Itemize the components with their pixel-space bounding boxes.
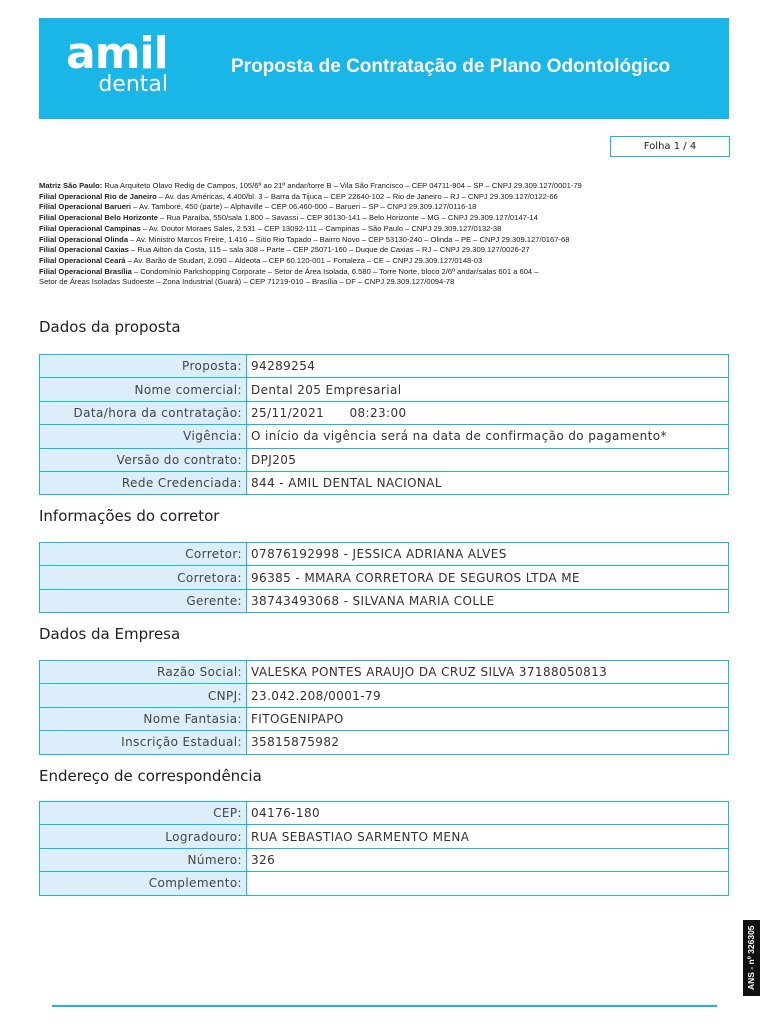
address-text: – Av. Doutor Moraes Sales, 2.531 – CEP 13092-111 – Campinas – São Paulo – CNPJ 29.309.127/0132-38 — [140, 223, 502, 233]
address-text: – Av. Barão de Studart, 2.090 – Aldeota – CEP 60.120-001 – Fortaleza – CE – CNPJ 29.309.127/0148-03 — [125, 255, 483, 265]
field-label: Rede Credenciada: — [40, 471, 247, 494]
field-label: Data/hora da contratação: — [40, 401, 247, 424]
table-row — [40, 566, 729, 589]
page-title: Proposta de Contratação de Plano Odontológico — [231, 56, 671, 77]
address-text: – Av. das Américas, 4.400/bl. 3 – Barra da Tijuca – CEP 22640-102 – Rio de Janeiro – RJ – CNPJ 29.309.127/0122-66 — [156, 191, 558, 201]
field-label: Versão do contrato: — [40, 448, 247, 471]
field-value: DPJ205 — [247, 448, 729, 471]
address-line — [39, 213, 729, 224]
address-text: – Av. Ministro Marcos Freire, 1.416 – Sítio Rio Tapado – Bairro Novo – CEP 53130-240 – Olinda – PE – CNPJ 29.309.127/0167-68 — [128, 234, 570, 244]
field-value: 38743493068 - SILVANA MARIA COLLE — [247, 589, 729, 612]
field-value: 04176-180 — [247, 802, 729, 825]
field-value — [247, 872, 729, 895]
address-label: Filial Operacional Olinda — [39, 234, 129, 244]
section-title-corretor: Informações do corretor — [39, 507, 220, 525]
address-text: – Rua Ailton da Costa, 115 – sala 308 – Parte – CEP 25071-160 – Duque de Caxias – RJ – CNPJ 29.309.127/0026-27 — [128, 245, 530, 255]
address-label: Filial Operacional Campinas — [39, 223, 141, 233]
logo-main-text: amil — [66, 28, 168, 79]
address-line — [39, 277, 729, 288]
table-row — [40, 589, 729, 612]
address-text: – Condomínio Parkshopping Corporate – Setor de Área Isolada, 6.580 – Torre Norte, bloco 2/6º andar/salas 601 a 604 – — [131, 266, 539, 276]
address-line — [39, 192, 729, 203]
table-row — [40, 471, 729, 494]
addresses-block — [39, 181, 729, 288]
logo-sub-text: dental — [98, 72, 168, 97]
field-value: 96385 - MMARA CORRETORA DE SEGUROS LTDA ME — [247, 566, 729, 589]
field-value: 25/11/2021 08:23:00 — [247, 401, 729, 424]
field-value: 35815875982 — [247, 731, 729, 754]
address-text: Setor de Áreas Isoladas Sudoeste – Zona Industrial (Guará) – CEP 71219-010 – Brasília – DF – CNPJ 29.309.127/0094-78 — [39, 277, 455, 287]
table-row — [40, 448, 729, 471]
address-label: Filial Operacional Belo Horizonte — [39, 213, 158, 223]
field-label: Nome comercial: — [40, 378, 247, 401]
table-row — [40, 872, 729, 895]
field-value: Dental 205 Empresarial — [247, 378, 729, 401]
address-label: Filial Operacional Caxias — [39, 245, 129, 255]
address-label: Filial Operacional Rio de Janeiro — [39, 191, 157, 201]
section-title-empresa: Dados da Empresa — [39, 625, 181, 643]
empresa-table — [39, 660, 729, 755]
address-label: Matriz São Paulo: — [39, 181, 103, 190]
field-value: O início da vigência será na data de confirmação do pagamento* — [247, 425, 729, 448]
field-value: 94289254 — [247, 355, 729, 378]
field-label: Razão Social: — [40, 661, 247, 684]
table-row — [40, 378, 729, 401]
address-label: Filial Operacional Brasília — [39, 266, 132, 276]
field-label: Corretor: — [40, 543, 247, 566]
table-row — [40, 425, 729, 448]
amil-dental-logo — [66, 28, 176, 97]
corretor-table — [39, 542, 729, 613]
table-row — [40, 543, 729, 566]
address-text: – Av. Tamboré, 450 (parte) – Alphaville – CEP 06.460-000 – Barueri – SP – CNPJ 29.309.127/0116-18 — [131, 202, 477, 212]
table-row — [40, 401, 729, 424]
address-line — [39, 245, 729, 256]
field-value: 23.042.208/0001-79 — [247, 684, 729, 707]
table-row — [40, 731, 729, 754]
proposta-table — [39, 354, 729, 495]
field-label: Nome Fantasia: — [40, 707, 247, 730]
address-line — [39, 235, 729, 246]
field-label: CNPJ: — [40, 684, 247, 707]
table-row — [40, 661, 729, 684]
field-label: CEP: — [40, 802, 247, 825]
field-label: Corretora: — [40, 566, 247, 589]
address-label: Filial Operacional Barueri — [39, 202, 132, 212]
field-label: Número: — [40, 848, 247, 871]
field-value: FITOGENIPAPO — [247, 707, 729, 730]
field-value: 326 — [247, 848, 729, 871]
field-value: 844 - AMIL DENTAL NACIONAL — [247, 471, 729, 494]
table-row — [40, 825, 729, 848]
field-value: VALESKA PONTES ARAUJO DA CRUZ SILVA 37188050813 — [247, 661, 729, 684]
field-value: 07876192998 - JESSICA ADRIANA ALVES — [247, 543, 729, 566]
field-label: Gerente: — [40, 589, 247, 612]
page-counter: Folha 1 / 4 — [610, 136, 730, 157]
header-banner — [39, 18, 729, 119]
address-text: – Rua Paraíba, 550/sala 1.800 – Savassi – CEP 30130-141 – Belo Horizonte – MG – CNPJ 29.309.127/0147-14 — [158, 213, 538, 223]
table-row — [40, 802, 729, 825]
address-line — [39, 181, 729, 192]
field-label: Vigência: — [40, 425, 247, 448]
field-value: RUA SEBASTIAO SARMENTO MENA — [247, 825, 729, 848]
address-line — [39, 202, 729, 213]
section-title-endereco: Endereço de correspondência — [39, 767, 262, 785]
field-label: Proposta: — [40, 355, 247, 378]
address-line — [39, 267, 729, 278]
address-line — [39, 256, 729, 267]
table-row — [40, 355, 729, 378]
footer-divider — [52, 1005, 717, 1007]
address-line — [39, 224, 729, 235]
field-label: Complemento: — [40, 872, 247, 895]
field-label: Logradouro: — [40, 825, 247, 848]
ans-registration-badge: ANS - nº 326305 — [743, 920, 760, 996]
section-title-proposta: Dados da proposta — [39, 318, 181, 336]
address-text: Rua Arquiteto Olavo Redig de Campos, 105/6º ao 21º andar/torre B – Vila São Francisco – CEP 04711-904 – SP – CNPJ 29.309.127/0001-79 — [102, 181, 582, 190]
endereco-table — [39, 801, 729, 896]
table-row — [40, 684, 729, 707]
table-row — [40, 848, 729, 871]
table-row — [40, 707, 729, 730]
field-label: Inscrição Estadual: — [40, 731, 247, 754]
address-label: Filial Operacional Ceará — [39, 255, 126, 265]
